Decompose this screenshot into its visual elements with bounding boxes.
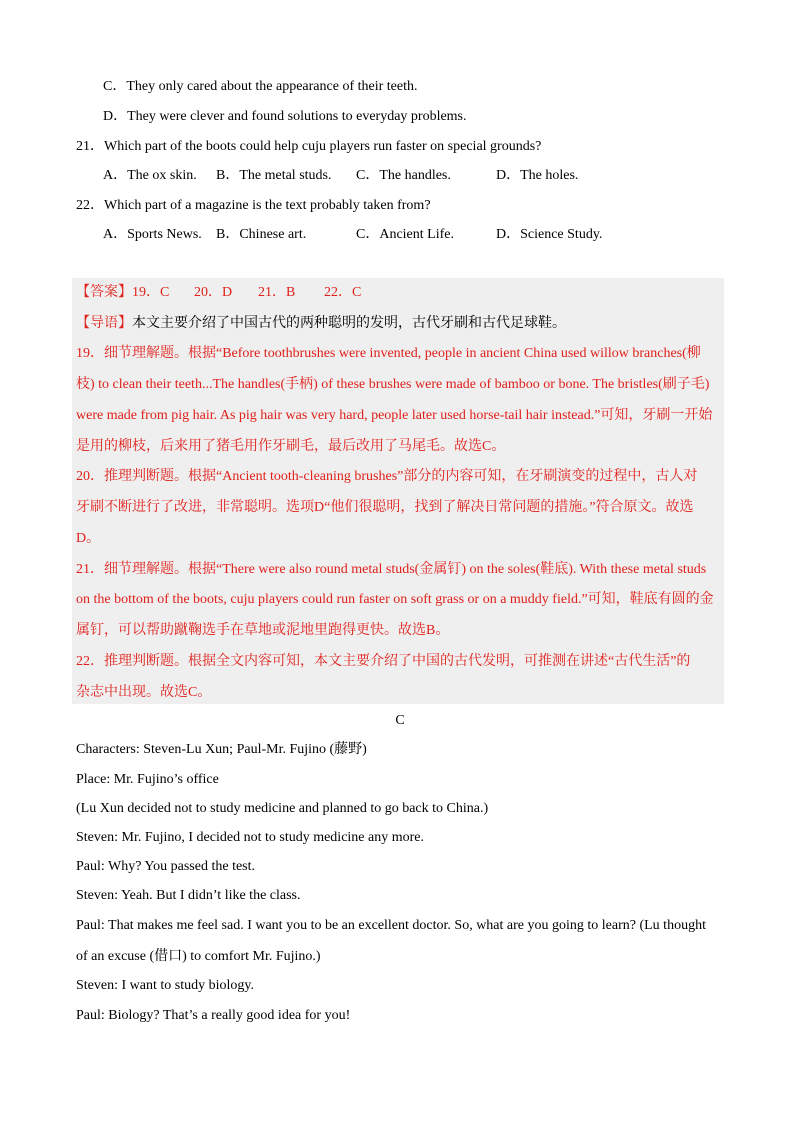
answer-19: 19．C: [132, 285, 170, 300]
play-line: Paul: That makes me feel sad. I want you to be an excellent doctor. So, what are you going to learn? (Lu thought: [76, 918, 706, 933]
q21-option-b: B．The metal studs.: [216, 168, 332, 183]
explanation-line: were made from pig hair. As pig hair was very hard, people later used horse-tail hair instead.”可知，牙刷一开始: [76, 408, 713, 423]
q20-option-d: D．They were clever and found solutions to everyday problems.: [103, 109, 467, 124]
explanation-line: D。: [76, 531, 101, 546]
explanation-line: 枝) to clean their teeth...The handles(手柄) of these brushes were made of bamboo or bone. The bristles(刷子毛): [76, 377, 710, 392]
play-line: Characters: Steven-Lu Xun; Paul-Mr. Fujino (藤野): [76, 742, 367, 757]
answer-label: 【答案】: [76, 285, 132, 300]
play-line: Paul: Why? You passed the test.: [76, 859, 256, 874]
explanation-line: 19．细节理解题。根据“Before toothbrushes were invented, people in ancient China used willow branches(柳: [76, 346, 701, 361]
play-line: Steven: I want to study biology.: [76, 978, 254, 993]
q21-stem: 21．Which part of the boots could help cuju players run faster on special grounds?: [76, 139, 542, 154]
answer-21: 21．B: [258, 285, 296, 300]
play-line: Paul: Biology? That’s a really good idea for you!: [76, 1008, 351, 1023]
explanation-line: 牙刷不断进行了改进，非常聪明。选项D“他们很聪明，找到了解决日常问题的措施。”符合原文。故选: [76, 500, 694, 515]
play-line: of an excuse (借口) to comfort Mr. Fujino.): [76, 949, 321, 964]
explanation-line: 是用的柳枝，后来用了猪毛用作牙刷毛，最后改用了马尾毛。故选C。: [76, 439, 506, 454]
play-line: Place: Mr. Fujino’s office: [76, 772, 219, 787]
q22-option-d: D．Science Study.: [496, 227, 603, 242]
q22-stem: 22．Which part of a magazine is the text probably taken from?: [76, 198, 431, 213]
q21-option-d: D．The holes.: [496, 168, 579, 183]
q21-option-a: A．The ox skin.: [103, 168, 197, 183]
answer-line: [76, 284, 361, 302]
guide-text: 本文主要介绍了中国古代的两种聪明的发明，古代牙刷和古代足球鞋。: [132, 316, 566, 331]
section-heading: C: [395, 713, 405, 728]
q22-option-b: B．Chinese art.: [216, 227, 307, 242]
play-line: (Lu Xun decided not to study medicine and planned to go back to China.): [76, 801, 489, 816]
q21-option-c: C．The handles.: [356, 168, 451, 183]
guide-label: 【导语】: [76, 316, 132, 331]
q22-option-a: A．Sports News.: [103, 227, 202, 242]
answer-22: 22．C: [324, 285, 362, 300]
explanation-line: 22．推理判断题。根据全文内容可知，本文主要介绍了中国的古代发明，可推测在讲述“古代生活”的: [76, 654, 691, 669]
q20-option-c: C．They only cared about the appearance of their teeth.: [103, 79, 418, 94]
explanation-line: 杂志中出现。故选C。: [76, 685, 212, 700]
play-line: Steven: Mr. Fujino, I decided not to study medicine any more.: [76, 830, 424, 845]
answer-20: 20．D: [194, 285, 233, 300]
q22-option-c: C．Ancient Life.: [356, 227, 454, 242]
explanation-line: 20．推理判断题。根据“Ancient tooth-cleaning brushes”部分的内容可知，在牙刷演变的过程中，古人对: [76, 469, 698, 484]
guide-line: [76, 315, 566, 333]
explanation-line: on the bottom of the boots, cuju players could run faster on soft grass or on a muddy field.”可知，鞋底有圆的金: [76, 592, 714, 607]
answer-box: [72, 278, 724, 704]
explanation-line: 21．细节理解题。根据“There were also round metal studs(金属钉) on the soles(鞋底). With these metal studs: [76, 562, 707, 577]
play-line: Steven: Yeah. But I didn’t like the class.: [76, 888, 301, 903]
explanation-line: 属钉，可以帮助蹴鞠选手在草地或泥地里跑得更快。故选B。: [76, 623, 450, 638]
